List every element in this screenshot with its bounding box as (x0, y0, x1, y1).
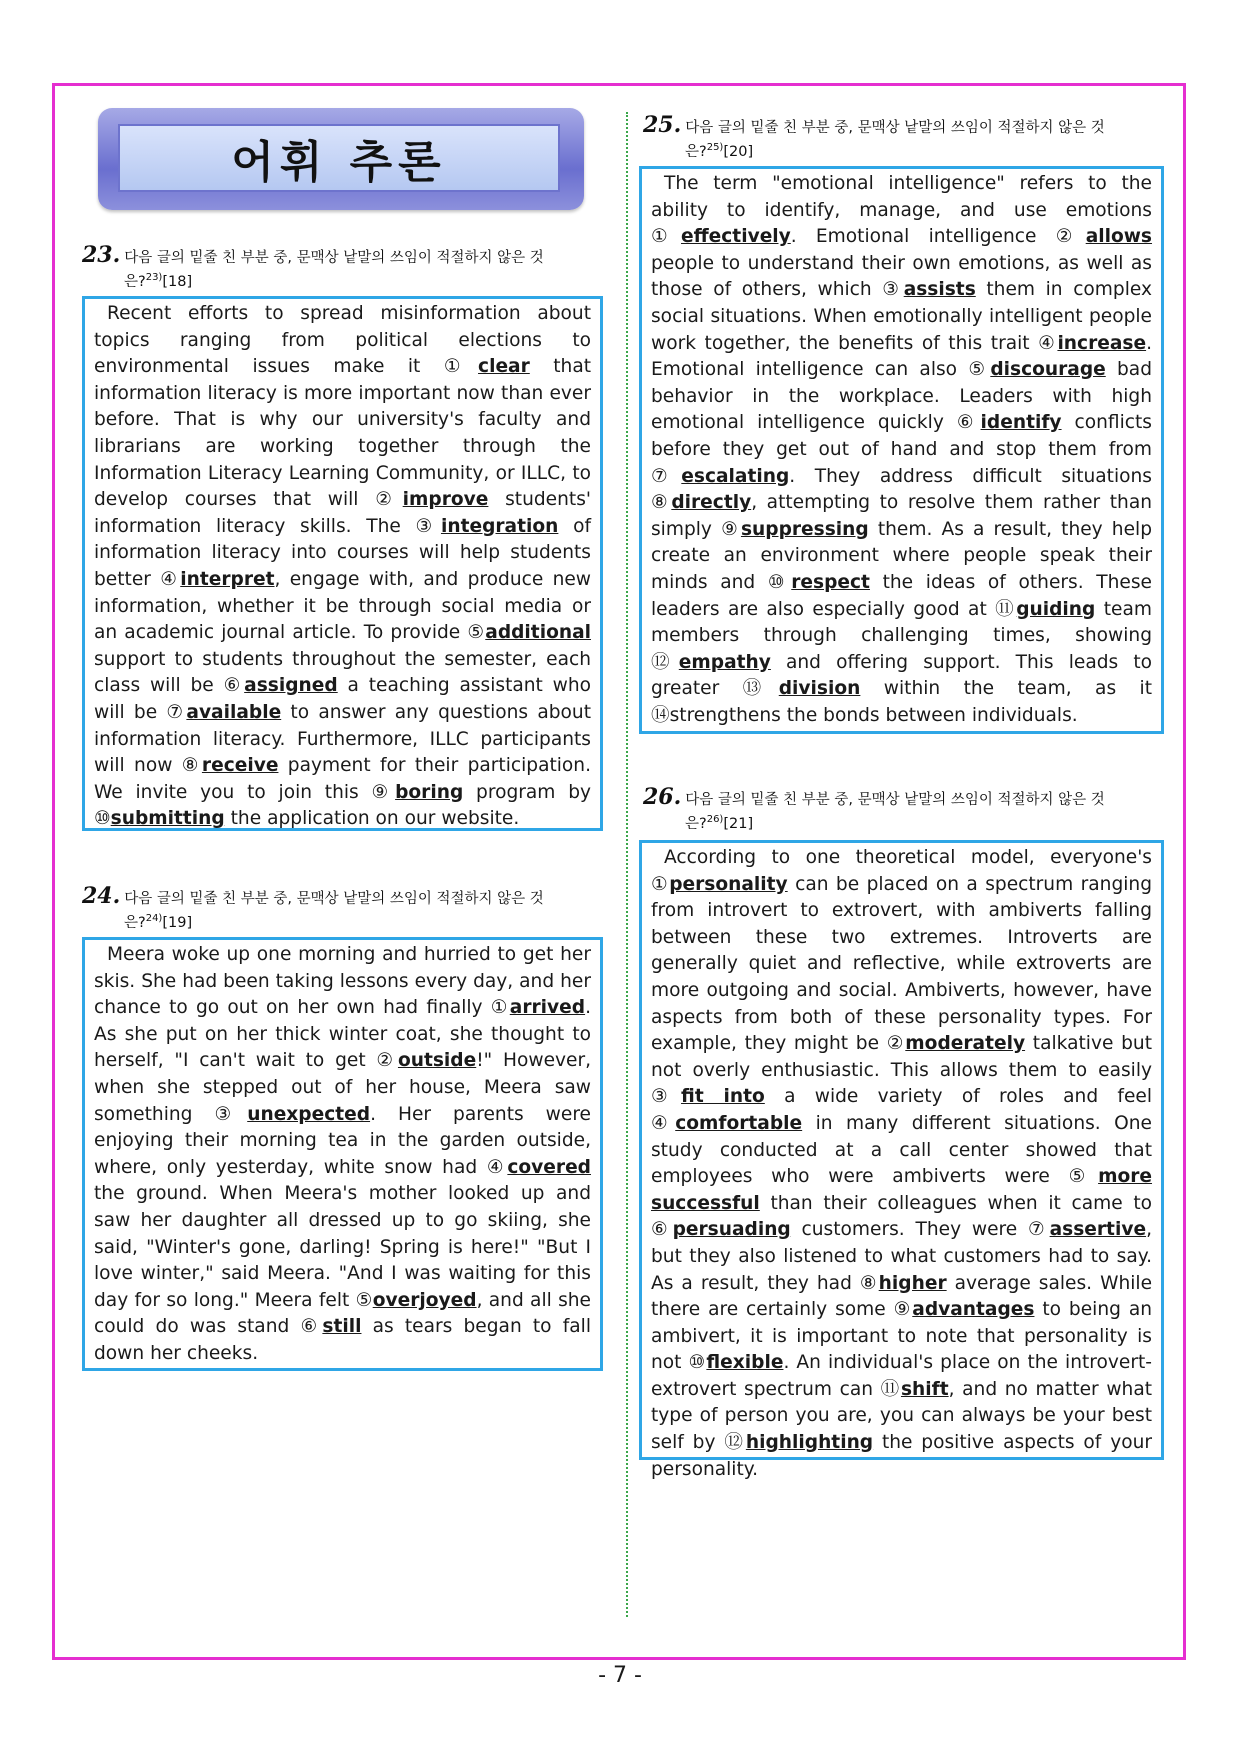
question-number: 25. (643, 112, 682, 138)
underlined-word: interpret (180, 568, 275, 590)
passage-segment: students' information literacy skills. The (94, 489, 591, 537)
passage-segment: ③ (882, 279, 904, 301)
passage-segment: ⑫ (724, 1432, 746, 1454)
passage-segment: support to students throughout the semester, each class will be (94, 648, 591, 697)
passage-segment: ⑨ (721, 518, 741, 540)
underlined-word: assigned (244, 675, 338, 697)
underlined-word: integration (440, 515, 559, 537)
question-number: 23. (82, 242, 121, 268)
passage-segment: ⑦ (166, 701, 187, 723)
passage-segment: , attempting to resolve them rather than simply (651, 492, 1152, 540)
passage-segment: The term "emotional intelligence" refers to the ability to identify, manage, and use emotions (651, 173, 1152, 221)
underlined-word: division (778, 678, 861, 700)
passage-segment: average sales. While there are certainly some (651, 1272, 1153, 1321)
passage-segment: , but they also listened to what customers had to say. As a result, they had (651, 1219, 1152, 1294)
passage-segment: Meera woke up one morning and hurried to get her skis. She had been taking lessons every day, and her chance to go out on her own had finally (94, 944, 591, 1019)
passage-box-25 (639, 166, 1164, 734)
underlined-word: highlighting (745, 1432, 874, 1454)
passage-segment: ③ (214, 1103, 248, 1125)
passage-segment: ③ (415, 515, 441, 537)
passage-segment: ⑤ (1068, 1166, 1099, 1188)
underlined-word: more successful (651, 1166, 1153, 1214)
passage-segment: bad behavior in the workplace. Leaders with high emotional intelligence quickly (651, 359, 1152, 434)
question-prompt: 다음 글의 밑줄 친 부분 중, 문맥상 낱말의 쓰임이 적절하지 않은 것 (685, 792, 1105, 808)
underlined-word: moderately (905, 1033, 1026, 1055)
question-source: [20] (723, 143, 754, 160)
passage-segment: . Her parents were enjoying their morning tea in the garden outside, where, only yesterday, white snow had (94, 1103, 591, 1178)
passage-segment: ⑦ (651, 465, 682, 487)
underlined-word: unexpected (247, 1103, 371, 1125)
passage-segment: people to understand their own emotions, as well as those of others, which (651, 252, 1152, 301)
passage-segment: ⑥ (651, 1219, 673, 1241)
underlined-word: improve (402, 489, 489, 511)
passage-segment: ④ (1038, 332, 1058, 354)
passage-segment: According to one theoretical model, everyone's (664, 847, 1152, 868)
underlined-word: guiding (1016, 598, 1096, 620)
passage-segment: ⑥ (300, 1316, 323, 1338)
question-prompt-tail: 은? (685, 815, 707, 832)
passage-segment: payment for their participation. We invite you to join this (94, 755, 592, 803)
column-divider (626, 112, 628, 1617)
question-source: [19] (162, 914, 193, 931)
underlined-word: advantages (912, 1299, 1035, 1321)
underlined-word: suppressing (740, 518, 869, 540)
question-prompt: 다음 글의 밑줄 친 부분 중, 문맥상 낱말의 쓰임이 적절하지 않은 것 (685, 120, 1105, 136)
passage-segment: ⑫ (651, 651, 679, 673)
passage-segment: . Emotional intelligence (790, 226, 1056, 248)
question-header-26 (643, 784, 1171, 834)
passage-segment: ① (651, 873, 670, 895)
passage-segment: . An individual's place on the introvert-extrovert spectrum can (651, 1352, 1152, 1400)
question-source: [18] (162, 273, 193, 290)
passage-segment: ② (376, 1050, 398, 1072)
passage-segment: . As she put on her thick winter coat, she thought to herself, "I can't wait to get (94, 997, 591, 1072)
passage-segment: , and all she could do was stand (94, 1289, 591, 1338)
underlined-word: higher (878, 1272, 947, 1294)
question-header-23 (82, 242, 610, 292)
passage-segment: ⑪ (880, 1378, 901, 1400)
passage-box-26 (639, 840, 1164, 1480)
underlined-word: identify (980, 412, 1062, 434)
passage-segment: ⑭strengthens (651, 704, 781, 726)
passage-segment: ⑧ (181, 755, 202, 777)
passage-segment: ② (1055, 226, 1086, 248)
passage-segment: ⑩ (94, 808, 111, 830)
underlined-word: respect (791, 571, 870, 593)
passage-segment: as tears began to fall down her cheeks. (94, 1316, 592, 1364)
passage-segment: of information literacy into courses will help students better (94, 515, 591, 590)
passage-segment: that information literacy is more important now than ever before. That is why our university's faculty and librarians are working together through the Information Literacy Learning Community, or ILLC, to develop courses that will (94, 356, 592, 511)
question-source: [21] (723, 815, 754, 832)
passage-segment: ⑧ (651, 492, 672, 514)
underlined-word: shift (900, 1378, 949, 1400)
passage-segment: the ideas of others. These leaders are also especially good at (651, 571, 1152, 620)
passage-segment: the ground. When Meera's mother looked up and saw her daughter all dressed up to go skiing, she said, "Winter's gone, darling! Spring is here!" "But I love winter," said Meera. "And I was waiting for this day for so long." Meera felt (94, 1183, 591, 1311)
underlined-word: boring (395, 781, 464, 803)
passage-segment: ⑤ (467, 622, 486, 644)
passage-segment: ⑤ (968, 359, 991, 381)
passage-segment: them. As a result, they help create an environment where people speak their minds and (651, 518, 1152, 593)
passage-segment: conflicts before they get out of hand and stop them from (651, 412, 1152, 460)
passage-segment: talkative but not overly enthusiastic. This allows them to easily (651, 1033, 1153, 1081)
footnote-mark: 23) (145, 272, 163, 283)
passage-segment: . They address difficult situations (789, 465, 1152, 487)
passage-box-24 (82, 937, 603, 1371)
underlined-word: fit into (681, 1086, 765, 1108)
underlined-word: escalating (681, 465, 790, 487)
passage-segment: a wide variety of roles and feel (764, 1086, 1153, 1108)
underlined-word: increase (1057, 332, 1147, 354)
underlined-word: additional (485, 622, 591, 644)
passage-segment: ⑨ (371, 781, 396, 803)
footnote-mark: 24) (145, 913, 163, 924)
passage-segment: !" However, when she stepped out of her house, Meera saw something (94, 1050, 592, 1125)
passage-box-23 (82, 296, 603, 831)
passage-segment: ⑬ (742, 678, 779, 700)
passage-segment: ⑩ (688, 1352, 707, 1374)
underlined-word: allows (1085, 226, 1153, 248)
passage-segment: and offering support. This leads to greater (651, 651, 1152, 700)
section-title-banner (98, 108, 584, 210)
passage-segment: ⑧ (859, 1272, 879, 1294)
passage-segment: Recent efforts to spread misinformation about topics ranging from political elections to environmental issues make it (94, 303, 591, 378)
passage-segment: the bonds between individuals. (780, 704, 1078, 726)
passage-segment: ② (375, 489, 403, 511)
passage-segment: ⑨ (893, 1299, 913, 1321)
passage-segment: ④ (651, 1112, 676, 1134)
passage-text (651, 845, 1152, 1483)
passage-segment: ⑤ (355, 1289, 373, 1311)
underlined-word: effectively (681, 226, 791, 248)
underlined-word: persuading (672, 1219, 791, 1241)
page-number: - 7 - (598, 1663, 642, 1688)
question-prompt: 다음 글의 밑줄 친 부분 중, 문맥상 낱말의 쓰임이 적절하지 않은 것 (124, 891, 544, 907)
passage-segment: a teaching assistant who will be (94, 675, 592, 723)
underlined-word: comfortable (675, 1112, 803, 1134)
passage-segment: customers. They were (790, 1219, 1029, 1241)
passage-segment: program by (463, 781, 592, 803)
question-prompt-tail: 은? (685, 143, 707, 160)
underlined-word: overjoyed (372, 1289, 477, 1311)
question-header-24 (82, 883, 610, 933)
passage-segment: ⑥ (956, 412, 981, 434)
passage-segment: ④ (160, 568, 181, 590)
passage-segment: ① (651, 226, 681, 248)
underlined-word: submitting (110, 808, 225, 830)
underlined-word: discourage (990, 359, 1106, 381)
passage-segment: ⑦ (1028, 1219, 1050, 1241)
passage-segment: ① (490, 997, 510, 1019)
passage-segment: ⑩ (767, 571, 792, 593)
passage-segment: ② (886, 1033, 906, 1055)
passage-segment: ④ (486, 1156, 508, 1178)
passage-segment: , engage with, and produce new information, whether it be through social media or an academic journal article. To provide (94, 568, 592, 644)
question-number: 26. (643, 784, 682, 810)
question-prompt: 다음 글의 밑줄 친 부분 중, 문맥상 낱말의 쓰임이 적절하지 않은 것 (124, 250, 544, 266)
passage-segment: , and no matter what type of person you are, you can always be your best self by (651, 1378, 1153, 1454)
underlined-word: assertive (1049, 1219, 1147, 1241)
passage-segment: ⑥ (223, 675, 245, 697)
footnote-mark: 26) (706, 814, 724, 825)
passage-segment: them in complex social situations. When emotionally intelligent people work together, the benefits of this trait (651, 279, 1153, 354)
question-prompt-tail: 은? (124, 273, 146, 290)
section-title-inner (118, 124, 560, 192)
passage-text (94, 942, 591, 1368)
passage-segment: team members through challenging times, showing (651, 598, 1152, 647)
question-number: 24. (82, 883, 121, 909)
footnote-mark: 25) (706, 142, 724, 153)
underlined-word: outside (397, 1050, 477, 1072)
passage-segment: in many different situations. One study conducted at a call center showed that employees who were ambiverts were (651, 1112, 1153, 1188)
underlined-word: covered (507, 1156, 591, 1178)
section-title: 어휘 추론 (231, 137, 447, 188)
passage-segment: the positive aspects of your personality. (651, 1432, 1152, 1480)
passage-segment: ① (443, 356, 479, 378)
question-header-25 (643, 112, 1171, 162)
passage-text (651, 171, 1152, 729)
passage-segment: can be placed on a spectrum ranging from introvert to extrovert, with ambiverts falling between these two extremes. Introverts are generally quiet and reflective, while extroverts are more outgoing and social. Ambiverts, however, have aspects from both of these personality types. For example, they might be (651, 873, 1153, 1055)
underlined-word: clear (478, 356, 530, 378)
passage-segment: within the team, as it (860, 678, 1152, 700)
passage-segment: ⑪ (995, 598, 1017, 620)
passage-segment: to being an ambivert, it is important to note that personality is not (651, 1299, 1152, 1374)
passage-segment: than their colleagues when it came to (759, 1192, 1152, 1214)
underlined-word: still (322, 1316, 362, 1338)
underlined-word: flexible (706, 1352, 784, 1374)
underlined-word: directly (671, 492, 752, 514)
underlined-word: available (186, 701, 282, 723)
passage-text (94, 301, 591, 833)
passage-segment: the application on our website. (224, 808, 520, 830)
underlined-word: empathy (678, 651, 771, 673)
passage-segment: ③ (651, 1086, 682, 1108)
underlined-word: assists (903, 279, 976, 301)
passage-segment: to answer any questions about information literacy. Furthermore, ILLC participants will now (94, 701, 591, 777)
question-prompt-tail: 은? (124, 914, 146, 931)
underlined-word: arrived (509, 997, 586, 1019)
underlined-word: personality (669, 873, 788, 895)
passage-segment: . Emotional intelligence can also (651, 332, 1152, 381)
underlined-word: receive (201, 755, 279, 777)
